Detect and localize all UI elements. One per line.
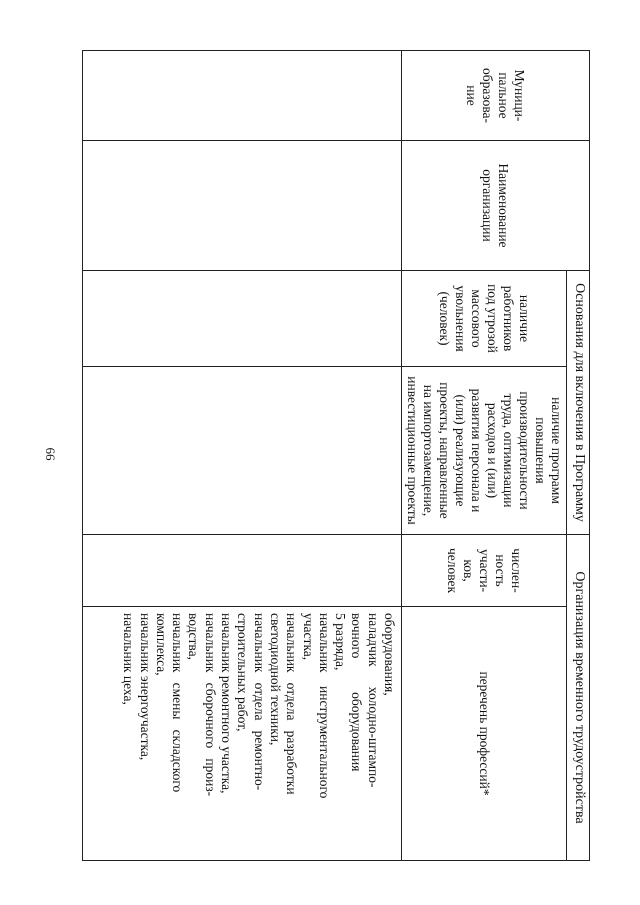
header-municipality: Муници- пальное образова- ние [402,51,590,141]
group-header-temp-employment: Организация временного трудоустройства [567,535,590,861]
profession-item: начальник отдела разработки [284,613,300,795]
cell-workers-at-risk [83,271,402,367]
data-table [82,50,590,861]
header-programs: наличие программ повышения производительности труда, оптимизации расходов и (или) развития персонала и (или) реализующие проекты, направленные на импортозамещение, инвестиционные проекты [402,367,567,535]
profession-item: начальник сборочного произ- [202,613,218,797]
page-number: 66 [43,447,58,461]
cell-participants [83,535,402,607]
profession-item: начальник энергоучастка, [137,613,153,761]
profession-item: начальник инструментального [316,613,332,799]
profession-item: начальник отдела ремонтно- [251,613,267,791]
profession-item: комплекса, [153,613,169,676]
cell-municipality [83,51,402,141]
profession-item: наладчик холодно-штампо- [365,613,381,788]
profession-item: начальник цеха, [121,613,137,705]
header-professions: перечень профессий* [402,607,567,861]
profession-item: оборудования, [382,613,397,696]
header-participants: числен- ность участи- ков, человек [402,535,567,607]
profession-item: начальник смены складского [170,613,186,793]
profession-item: вочного оборудования [349,613,365,772]
header-organization: Наименование организации [402,141,590,271]
profession-item: 5 разряда, [333,613,349,671]
profession-item: начальник ремонтного участка, [219,613,235,794]
cell-programs [83,367,402,535]
rotated-sheet [94,50,590,860]
cell-organization [83,141,402,271]
group-header-basis: Основания для включения в Программу [567,271,590,535]
profession-item: светодиодной техники, [267,613,283,746]
profession-item: участка, [300,613,316,661]
header-workers-at-risk: наличие работников под угрозой массового увольнения (человек) [402,271,567,367]
profession-item: строительных работ, [235,613,251,732]
profession-item: водства, [186,613,202,660]
cell-professions [83,607,402,861]
